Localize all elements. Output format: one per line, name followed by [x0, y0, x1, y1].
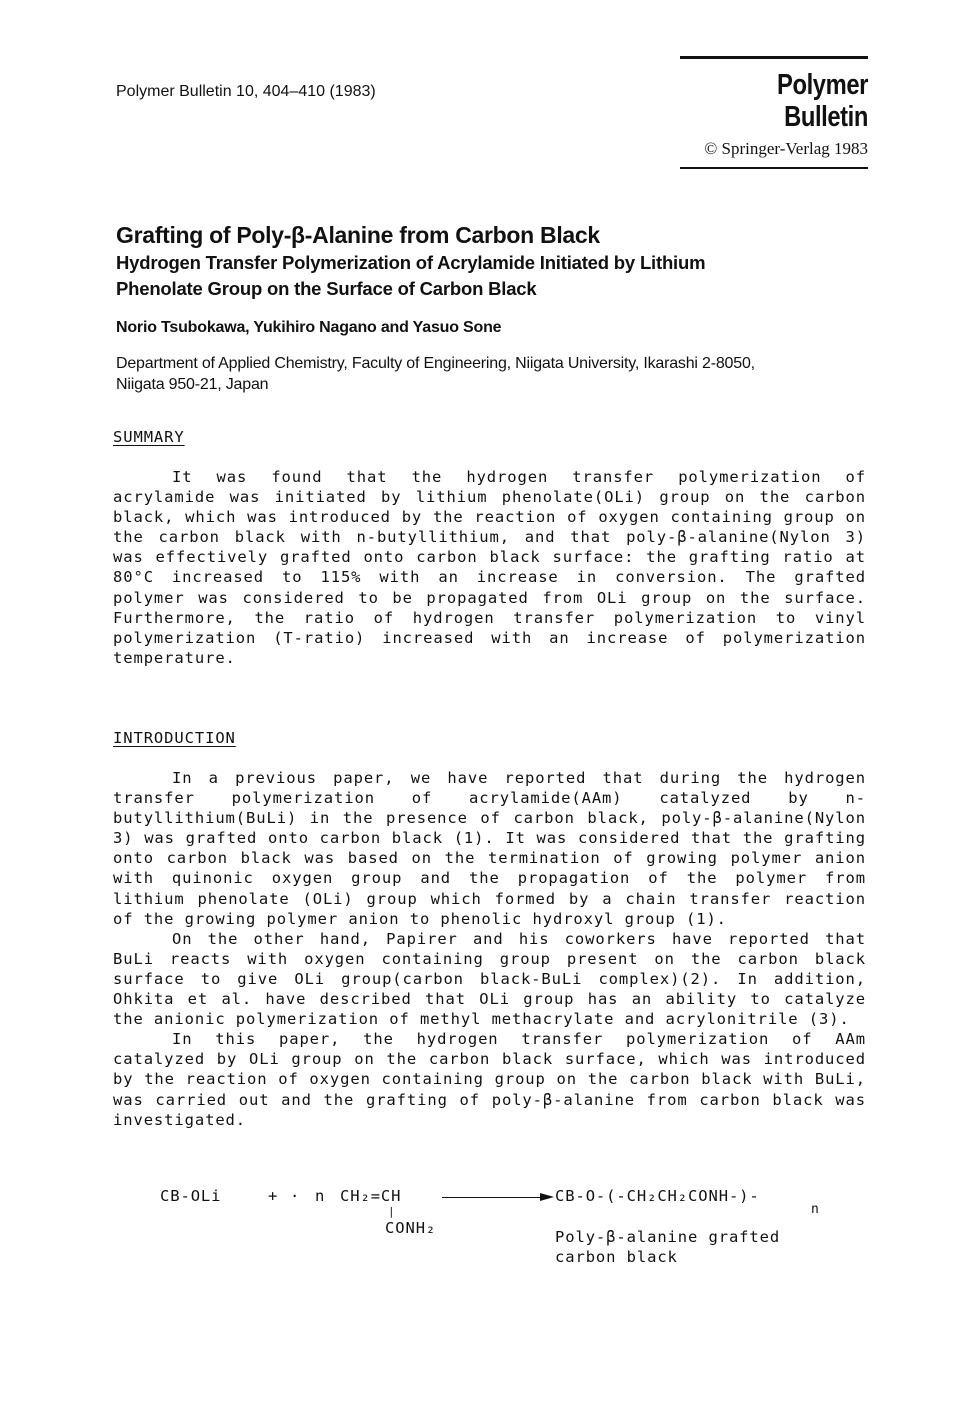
monomer-bond: |: [388, 1205, 396, 1218]
summary-paragraph: It was found that the hydrogen transfer polymerization of acrylamide was initiated by lithium phenolate(OLi) group on the carbon black, which was introduced by the reaction of oxygen containing group on the carbon black with n-butyllithium, and that poly-β-alanine(Nylon 3) was effectively grafted onto carbon black surface: the grafting ratio at 80°C increased to 115% with an increase in conversion. The grafted polymer was considered to be propagated from OLi group on the surface. Furthermore, the ratio of hydrogen transfer polymerization to vinyl polymerization (T-ratio) increased with an increase of polymerization temperature.: [113, 468, 866, 667]
summary-heading: SUMMARY: [113, 428, 185, 446]
citation: Polymer Bulletin 10, 404–410 (1983): [116, 83, 376, 100]
article-title: Grafting of Poly-β-Alanine from Carbon Black: [116, 222, 600, 248]
article-subtitle-line-1: Hydrogen Transfer Polymerization of Acrylamide Initiated by Lithium: [116, 252, 706, 273]
reaction-arrow-head: [540, 1193, 554, 1201]
product-label-line-1: Poly-β-alanine grafted: [555, 1228, 781, 1246]
intro-paragraph-3: In this paper, the hydrogen transfer polymerization of AAm catalyzed by OLi group on the carbon black surface, which was introduced by the reaction of oxygen containing group on the carbon black with BuLi, was carried out and the grafting of poly-β-alanine from carbon black was investigated.: [113, 1030, 866, 1129]
introduction-body: [113, 768, 866, 1130]
title-block: [116, 220, 876, 302]
introduction-heading: INTRODUCTION: [113, 729, 236, 747]
dot-sign: ·: [290, 1187, 301, 1205]
authors: Norio Tsubokawa, Yukihiro Nagano and Yasuo Sone: [116, 319, 502, 336]
plus-sign: +: [268, 1187, 279, 1205]
product-subscript: n: [811, 1202, 820, 1217]
product: CB-O-(-CH₂CH₂CONH-)-: [555, 1187, 760, 1205]
summary-body: [113, 467, 866, 668]
monomer: CH₂=CH: [340, 1187, 402, 1205]
intro-paragraph-2: On the other hand, Papirer and his coworkers have reported that BuLi reacts with oxygen containing group present on the carbon black surface to give OLi group(carbon black-BuLi complex)(2). In addition, Ohkita et al. have described that OLi group has an ability to catalyze the anionic polymerization of methyl methacrylate and acrylonitrile (3).: [113, 929, 866, 1029]
product-label-line-2: carbon black: [555, 1248, 678, 1266]
reactant: CB-OLi: [160, 1187, 222, 1205]
monomer-substituent: CONH₂: [385, 1219, 437, 1237]
n-coefficient: n: [315, 1187, 326, 1205]
reaction-scheme: [160, 1182, 860, 1272]
masthead-top-rule: [680, 56, 868, 59]
affiliation-line-2: Niigata 950-21, Japan: [116, 376, 269, 393]
publisher: © Springer-Verlag 1983: [704, 139, 868, 158]
journal-name: Polymer Bulletin: [777, 69, 868, 133]
article-subtitle-line-2: Phenolate Group on the Surface of Carbon Black: [116, 278, 537, 299]
masthead-bottom-rule: [680, 167, 868, 169]
affiliation-line-1: Department of Applied Chemistry, Faculty of Engineering, Niigata University, Ikarashi 2-8050,: [116, 355, 755, 372]
journal-masthead: [680, 56, 868, 169]
intro-paragraph-1: In a previous paper, we have reported that during the hydrogen transfer polymerization of acrylamide(AAm) catalyzed by n-butyllithium(BuLi) in the presence of carbon black, poly-β-alanine(Nylon 3) was grafted onto carbon black (1). It was considered that the grafting onto carbon black was based on the termination of growing polymer anion with quinonic oxygen group and the propagation of the polymer from lithium phenolate (OLi) group which formed by a chain transfer reaction of the growing polymer anion to phenolic hydroxyl group (1).: [113, 769, 866, 928]
reaction-arrow-line: [442, 1197, 542, 1198]
affiliation: [116, 353, 876, 395]
